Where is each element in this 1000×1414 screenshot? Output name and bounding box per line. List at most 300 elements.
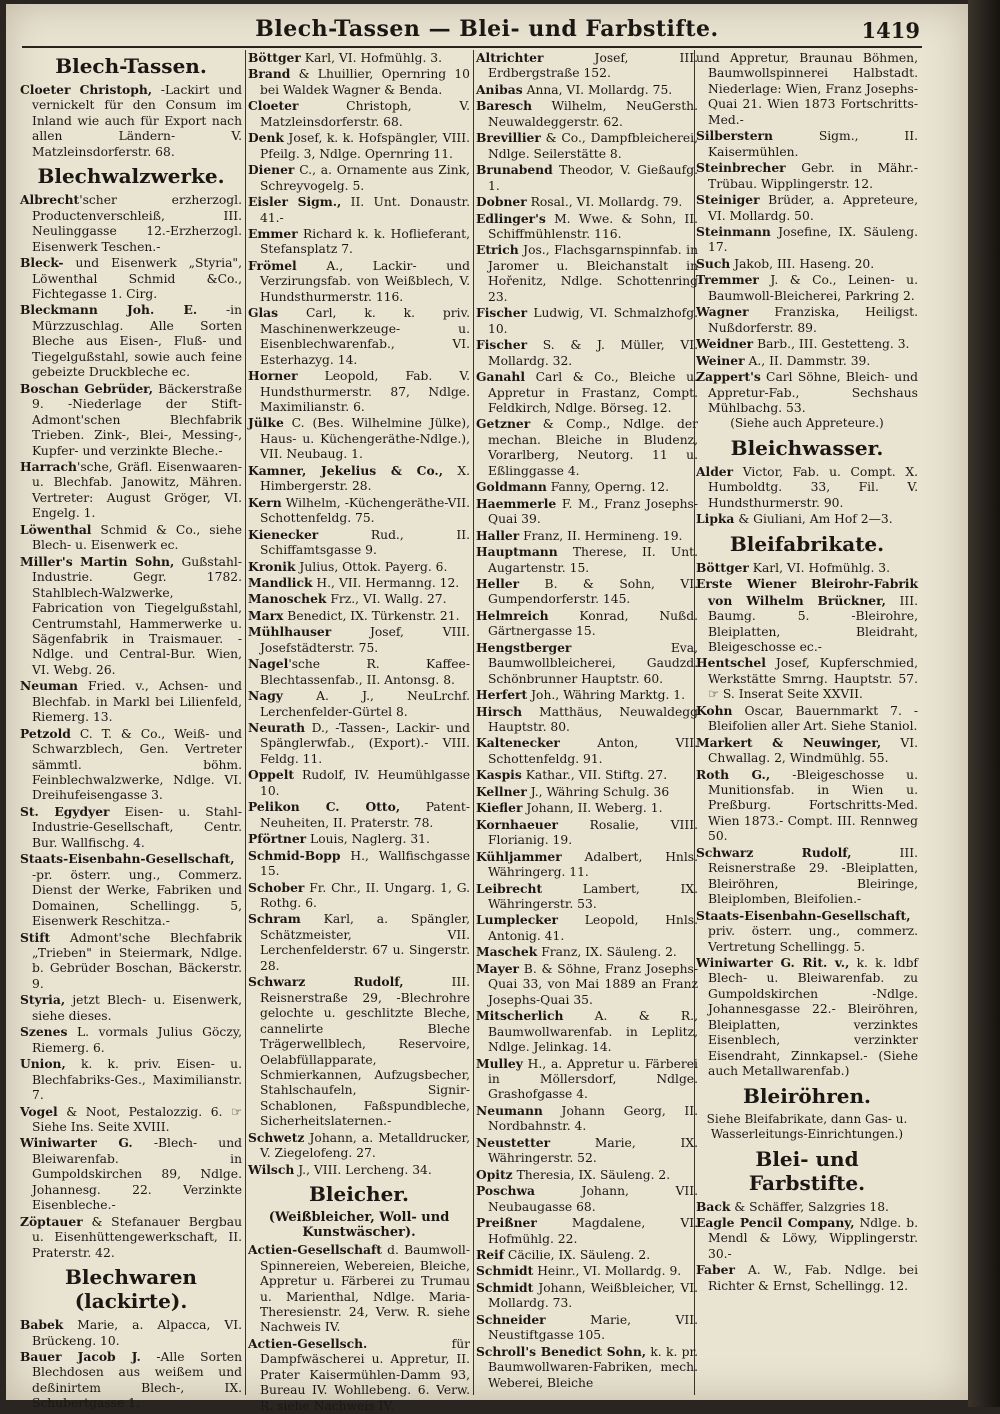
directory-entry bbox=[248, 50, 470, 66]
entry-details: -in Mürzzuschlag. Alle Sorten Bleche aus Eisen-, Fluß- und Tiegelgußstahl, sowie auch feine gebeizte Druckbleche ec. bbox=[32, 303, 242, 380]
section-heading: Blechwalzwerke. bbox=[37, 164, 225, 189]
directory-entry bbox=[20, 1214, 242, 1261]
entry-name: Staats-Eisenbahn-Gesellschaft, bbox=[696, 907, 911, 923]
directory-entry bbox=[476, 1263, 698, 1279]
directory-entry bbox=[20, 804, 242, 851]
entry-name: Wagner bbox=[696, 304, 749, 320]
directory-entry bbox=[476, 496, 698, 528]
directory-entry bbox=[20, 1104, 242, 1136]
entry-name: Kellner bbox=[476, 783, 527, 799]
entry-name: Schmidt bbox=[476, 1279, 534, 1295]
entry-details: D., -Tassen-, Lackir- und Spänglerwfab., (Export).- VIII. Feldg. 11. bbox=[260, 721, 470, 766]
directory-entry bbox=[696, 955, 918, 1080]
entry-name: Miller's Martin Sohn, bbox=[20, 553, 175, 569]
entry-details: priv. österr. ung., commerz. Vertretung Schellingg. 5. bbox=[708, 924, 918, 954]
entry-name: Schwarz Rudolf, bbox=[248, 974, 404, 990]
directory-entry bbox=[248, 656, 470, 688]
entry-details: Lambert, IX. Währingerstr. 53. bbox=[488, 881, 698, 912]
entry-details: C. (Bes. Wilhelmine Jülke), Haus- u. Küchengeräthe-Ndlge.), VII. Neubaug. 1. bbox=[260, 416, 470, 462]
entry-details: Josefine, IX. Säuleng. 17. bbox=[708, 224, 918, 255]
entry-details: Josef, Kupferschmied, Werkstätte Smrng. Hauptstr. 57. ☞ S. Inserat Seite XXVII. bbox=[708, 656, 918, 702]
column-divider bbox=[245, 50, 246, 1395]
directory-entry bbox=[20, 992, 242, 1024]
entry-details: und Eisenwerk „Styria", Löwenthal Schmid &Co., Fichtegasse 1. Cirg. bbox=[32, 256, 242, 301]
directory-entry bbox=[248, 1130, 470, 1162]
directory-entry bbox=[248, 130, 470, 162]
entry-details: Schmid & Co., siehe Blech- u. Eisenwerk ec. bbox=[32, 522, 242, 553]
directory-entry bbox=[476, 162, 698, 194]
entry-name: Winiwarter G. Rit. v., bbox=[696, 955, 850, 971]
directory-entry bbox=[476, 337, 698, 369]
entry-name: Bleckmann Joh. E. bbox=[20, 302, 198, 318]
directory-entry bbox=[476, 608, 698, 640]
entry-name: Reif bbox=[476, 1246, 505, 1262]
entry-details: Sigm., II. Kaisermühlen. bbox=[708, 129, 918, 159]
entry-name: Mandlick bbox=[248, 574, 313, 590]
entry-details: Christoph, V. Matzleinsdorferstr. 68. bbox=[260, 99, 470, 129]
directory-entry bbox=[476, 305, 698, 337]
directory-entry bbox=[476, 528, 698, 544]
entry-details: -Blech- und Bleiwarenfab. in Gumpoldskirchen 89, Ndlge. Johannesg. 22. Verzinkte Eisenbleche.- bbox=[32, 1136, 242, 1213]
entry-name: Eisler Sigm., bbox=[248, 194, 342, 210]
entry-name: Cloeter Christoph, bbox=[20, 82, 153, 97]
entry-name: Haemmerle bbox=[476, 495, 557, 511]
entry-details: -pr. österr. ung., Commerz. Dienst der Werke, Fabriken und Domainen, Schellingg. 5, Eisenwerk Reschitza.- bbox=[32, 867, 242, 929]
directory-entry bbox=[696, 655, 918, 702]
directory-entry bbox=[248, 194, 470, 226]
directory-entry bbox=[248, 575, 470, 591]
entry-name: Emmer bbox=[248, 225, 298, 241]
entry-name: Schwetz bbox=[248, 1129, 305, 1145]
entry-details: Franz, IX. Säuleng. 2. bbox=[537, 945, 677, 960]
entry-details: Franz, II. Hermineng. 19. bbox=[519, 528, 683, 543]
entry-name: Neumann bbox=[476, 1102, 543, 1118]
directory-entry bbox=[248, 848, 470, 880]
directory-entry bbox=[476, 944, 698, 960]
directory-entry bbox=[476, 98, 698, 130]
entry-name: St. Egydyer bbox=[20, 803, 110, 819]
entry-name: Zöptauer bbox=[20, 1213, 83, 1229]
entry-details: C. T. & Co., Weiß- und Schwarzblech, Gen. Vertreter sämmtl. böhm. Feinblechwalzwerke, Ndlge. VI. Dreihufeisengasse 3. bbox=[32, 726, 242, 803]
entry-name: Mitscherlich bbox=[476, 1008, 564, 1024]
directory-entry bbox=[476, 479, 698, 495]
directory-entry bbox=[248, 720, 470, 767]
entry-details: Theodor, V. Gießaufg. 1. bbox=[488, 163, 698, 193]
directory-entry bbox=[696, 767, 918, 845]
book-edge-shadow bbox=[968, 0, 1000, 1407]
entry-details: F. M., Franz Josephs-Quai 39. bbox=[488, 496, 698, 527]
entry-name: Szenes bbox=[20, 1024, 68, 1040]
entry-details: Josef, k. k. Hofspängler, VIII. Pfeilg. 3, Ndlge. Opernring 11. bbox=[260, 131, 470, 161]
entry-name: Alder bbox=[696, 463, 734, 479]
entry-details: A. & R., Baumwollwarenfab. in Leplitz, Ndlge. Jelinkag. 14. bbox=[488, 1009, 698, 1055]
directory-entry bbox=[20, 302, 242, 380]
directory-entry bbox=[476, 1247, 698, 1263]
entry-name: Albrecht bbox=[20, 192, 80, 208]
directory-entry bbox=[476, 544, 698, 576]
directory-entry bbox=[696, 304, 918, 336]
entry-details: Benedict, IX. Türkenstr. 21. bbox=[283, 608, 460, 623]
entry-name: Kern bbox=[248, 494, 282, 510]
entry-name: Helmreich bbox=[476, 607, 549, 623]
entry-details: Ludwig, VI. Schmalzhofg. 10. bbox=[488, 306, 698, 336]
section-heading: Bleiröhren. bbox=[742, 1083, 871, 1108]
running-title: Blech-Tassen — Blei- und Farbstifte. bbox=[255, 16, 719, 42]
directory-entry bbox=[248, 767, 470, 799]
header-rule bbox=[22, 46, 922, 48]
entry-details: Johann, VII. Neubaugasse 68. bbox=[488, 1184, 698, 1214]
entry-name: Haller bbox=[476, 527, 520, 543]
entry-details: Frz., VI. Wallg. 27. bbox=[326, 592, 447, 607]
entry-details: & Co., Dampfbleicherei, Ndlge. Seilerstätte 8. bbox=[488, 131, 698, 161]
entry-name: Babek bbox=[20, 1317, 64, 1333]
entry-name: Opitz bbox=[476, 1166, 513, 1182]
directory-entry bbox=[476, 1215, 698, 1247]
section-heading: Blechwaren (lackirte). bbox=[65, 1265, 197, 1314]
entry-name: Anibas bbox=[476, 81, 523, 97]
directory-entry bbox=[696, 560, 918, 576]
entry-details: -Bleigeschosse u. Munitionsfab. in Wien u. Preßburg. Fortschritts-Med. Wien 1873.- Compt. III. Rennweg 50. bbox=[708, 767, 918, 844]
directory-entry bbox=[248, 880, 470, 912]
directory-entry bbox=[20, 192, 242, 255]
entry-details: & Stefanauer Bergbau u. Eisenhüttengewerkschaft, II. Praterstr. 42. bbox=[32, 1214, 242, 1260]
entry-name: Schwarz Rudolf, bbox=[696, 844, 852, 860]
entry-name: Faber bbox=[696, 1262, 735, 1278]
entry-details: Rosalie, VIII. Florianig. 19. bbox=[488, 817, 698, 848]
entry-name: Nagy bbox=[248, 688, 283, 704]
directory-entry bbox=[476, 849, 698, 881]
entry-details: J., VIII. Lercheng. 34. bbox=[294, 1162, 432, 1177]
entry-name: Goldmann bbox=[476, 479, 547, 495]
directory-entry bbox=[248, 799, 470, 831]
entry-name: Silberstern bbox=[696, 128, 773, 144]
entry-name: Mulley bbox=[476, 1055, 523, 1071]
entry-name: Frömel bbox=[248, 257, 297, 273]
cross-reference-note: (Siehe auch Appreteure.) bbox=[730, 416, 884, 431]
entry-name: Dobner bbox=[476, 194, 527, 210]
directory-entry bbox=[476, 817, 698, 849]
entry-name: Markert & Neuwinger, bbox=[696, 734, 882, 750]
entry-name: Leibrecht bbox=[476, 880, 543, 896]
entry-details: Victor, Fab. u. Compt. X. Humboldtg. 33, Fil. V. Hundsthurmerstr. 90. bbox=[708, 464, 918, 510]
directory-entry bbox=[20, 930, 242, 993]
directory-entry bbox=[696, 1215, 918, 1262]
entry-details: J., Währing Schulg. 36 bbox=[526, 784, 670, 799]
entry-name: Stift bbox=[20, 929, 51, 945]
directory-entry bbox=[476, 704, 698, 736]
entry-details: A., II. Dammstr. 39. bbox=[744, 353, 871, 368]
entry-name: Mühlhauser bbox=[248, 624, 332, 640]
directory-entry bbox=[248, 1242, 470, 1336]
entry-details: Josef, VIII. Josefstädterstr. 75. bbox=[260, 625, 470, 655]
directory-entry bbox=[696, 1199, 918, 1215]
directory-page bbox=[6, 4, 968, 1413]
entry-details: A. J., NeuLrchf. Lerchenfelder-Gürtel 8. bbox=[260, 689, 470, 719]
directory-entry bbox=[248, 688, 470, 720]
entry-details: Marie, IX. Währingerstr. 52. bbox=[488, 1135, 698, 1166]
directory-entry bbox=[20, 678, 242, 725]
directory-entry bbox=[20, 1317, 242, 1349]
entry-details: Rud., II. Schiffamtsgasse 9. bbox=[260, 527, 470, 558]
entry-name: Kienecker bbox=[248, 526, 319, 542]
entry-details: J. & Co., Leinen- u. Baumwoll-Bleicherei, Parkring 2. bbox=[708, 273, 918, 303]
entry-name: Steiniger bbox=[696, 192, 760, 208]
directory-entry bbox=[476, 1312, 698, 1344]
entry-name: Brevillier bbox=[476, 130, 541, 146]
entry-name: Pelikon C. Otto, bbox=[248, 799, 401, 815]
entry-details: Anna, VI. Mollardg. 75. bbox=[522, 82, 673, 97]
entry-name: Edlinger's bbox=[476, 210, 546, 226]
directory-entry bbox=[476, 1135, 698, 1167]
directory-entry bbox=[696, 353, 918, 369]
entry-name: Hauptmann bbox=[476, 544, 558, 560]
entry-details: Leopold, Hnls. Antonig. 41. bbox=[488, 913, 698, 943]
entry-name: Kornhaeuer bbox=[476, 816, 559, 832]
column-4 bbox=[696, 50, 918, 1390]
entry-name: Horner bbox=[248, 368, 298, 384]
entry-details: Konrad, Nußd. Gärtnergasse 15. bbox=[488, 608, 698, 639]
entry-name: Schram bbox=[248, 911, 301, 927]
entry-details: Josef, III. Erdbergstraße 152. bbox=[488, 51, 698, 81]
entry-name: Pförtner bbox=[248, 831, 307, 847]
entry-name: Ganahl bbox=[476, 369, 525, 385]
entry-name: Etrich bbox=[476, 242, 519, 258]
entry-details: k. k. priv. Eisen- u. Blechfabriks-Ges., Maximilianstr. 7. bbox=[32, 1057, 242, 1103]
entry-details: II. Unt. Donaustr. 41.- bbox=[260, 195, 470, 225]
entry-name: Schmidt bbox=[476, 1263, 534, 1279]
entry-name: Bleck- bbox=[20, 255, 64, 271]
entry-details: Julius, Ottok. Payerg. 6. bbox=[295, 559, 448, 574]
entry-name: Schroll's Benedict Sohn, bbox=[476, 1343, 647, 1359]
directory-entry bbox=[476, 369, 698, 416]
directory-entry bbox=[696, 703, 918, 735]
directory-entry bbox=[696, 224, 918, 256]
entry-details: Admont'sche Blechfabrik „Trieben" in Steiermark, Ndlge. b. Gebrüder Boschan, Bäckerstr. 9. bbox=[32, 930, 242, 991]
entry-name: Glas bbox=[248, 305, 279, 321]
entry-name: Staats-Eisenbahn-Gesellschaft, bbox=[20, 851, 235, 867]
directory-entry bbox=[696, 336, 918, 352]
entry-details: Marie, VII. Neustiftgasse 105. bbox=[488, 1312, 698, 1343]
entry-details: & Noot, Pestalozzig. 6. ☞ Siehe Ins. Seite XVIII. bbox=[32, 1104, 242, 1134]
entry-name: Union, bbox=[20, 1056, 66, 1072]
entry-name: Hentschel bbox=[696, 655, 766, 671]
entry-details: H., a. Appretur u. Färberei in Möllersdorf, Ndlge. Grashofgasse 4. bbox=[488, 1056, 698, 1102]
entry-name: Fischer bbox=[476, 305, 528, 321]
directory-entry bbox=[248, 624, 470, 656]
directory-entry bbox=[248, 162, 470, 194]
entry-details: Karl, a. Spängler, Schätzmeister, VII. Lerchenfelderstr. 67 u. Singerstr. 28. bbox=[260, 912, 470, 973]
entry-details: jetzt Blech- u. Eisenwerk, siehe dieses. bbox=[32, 993, 242, 1023]
entry-name: Weidner bbox=[696, 336, 754, 352]
entry-name: Preißner bbox=[476, 1215, 537, 1231]
entry-name: Hirsch bbox=[476, 703, 523, 719]
entry-name: Manoschek bbox=[248, 591, 327, 607]
directory-entry bbox=[476, 82, 698, 98]
entry-name: Kamner, Jekelius & Co., bbox=[248, 462, 443, 478]
entry-details: Matthäus, Neuwaldegg Hauptstr. 80. bbox=[488, 704, 698, 735]
entry-details: VI. Chwallag. 2, Windmühlg. 55. bbox=[708, 735, 918, 766]
entry-details: und Appretur, Braunau Böhmen, Baumwollspinnerei Halbstadt. Niederlage: Wien, Franz Josephs-Quai 21. Wien 1873 Fortschritts-Med.- bbox=[696, 51, 918, 127]
section-subheading: (Weißbleicher, Woll- und Kunstwäscher). bbox=[268, 1210, 450, 1241]
entry-details: Carl Söhne, Bleich- und Appretur-Fab., Sechshaus Mühlbachg. 53. bbox=[708, 370, 918, 415]
entry-details: Leopold, Fab. V. Hundsthurmerstr. 87, Ndlge. Maximilianstr. 6. bbox=[260, 369, 470, 414]
directory-entry bbox=[20, 554, 242, 679]
directory-entry bbox=[248, 608, 470, 624]
directory-entry bbox=[20, 1135, 242, 1213]
entry-details: Jakob, III. Haseng. 20. bbox=[730, 256, 875, 271]
entry-name: Roth G., bbox=[696, 766, 771, 782]
entry-name: Actien-Gesellschaft bbox=[248, 1242, 382, 1258]
entry-name: Tremmer bbox=[696, 272, 759, 288]
entry-details: Karl, VI. Hofmühlg. 3. bbox=[748, 560, 891, 575]
entry-name: Zappert's bbox=[696, 369, 761, 385]
entry-name: Oppelt bbox=[248, 767, 295, 783]
section-heading: Bleicher. bbox=[309, 1182, 409, 1207]
directory-entry bbox=[696, 50, 918, 128]
entry-name: Erste Wiener Bleirohr-Fabrik von Wilhelm Brückner, bbox=[696, 576, 918, 608]
entry-details: Fr. Chr., II. Ungarg. 1, G. Rothg. 6. bbox=[260, 880, 470, 911]
entry-details: 'scher erzherzogl. Productenverschleiß, III. Neulinggasse 12.-Erzherzogl. Eisenwerk Teschen.- bbox=[32, 193, 242, 254]
entry-details: Johann, Weißbleicher, VI. Mollardg. 73. bbox=[488, 1280, 698, 1311]
directory-entry bbox=[476, 800, 698, 816]
directory-entry bbox=[696, 1262, 918, 1294]
entry-details: Joh., Währing Marktg. 1. bbox=[527, 688, 686, 703]
entry-details: Adalbert, Hnls. Währingerg. 11. bbox=[488, 849, 698, 880]
entry-name: Jülke bbox=[248, 415, 284, 431]
directory-entry bbox=[248, 226, 470, 258]
entry-details: & Comp., Ndlge. der mechan. Bleiche in Bludenz, Vorarlberg, Neutorg. 11 u. Eßlinggasse 4. bbox=[488, 417, 698, 478]
directory-entry bbox=[476, 687, 698, 703]
entry-name: Neustetter bbox=[476, 1134, 551, 1150]
entry-name: Kiefler bbox=[476, 800, 523, 816]
directory-entry bbox=[476, 881, 698, 913]
entry-name: Altrichter bbox=[476, 50, 544, 65]
directory-entry bbox=[476, 1280, 698, 1312]
cross-reference-note: Siehe Bleifabrikate, dann Gas- u. Wasserleitungs-Einrichtungen.) bbox=[706, 1111, 908, 1142]
directory-entry bbox=[476, 1056, 698, 1103]
directory-entry bbox=[248, 463, 470, 495]
directory-entry bbox=[248, 527, 470, 559]
entry-name: Lipka bbox=[696, 511, 735, 527]
entry-name: Nagel bbox=[248, 656, 289, 672]
entry-details: S. & J. Müller, VI. Mollardg. 32. bbox=[488, 338, 698, 368]
entry-details: Johann, a. Metalldrucker, V. Ziegelofeng. 27. bbox=[260, 1130, 470, 1161]
column-divider bbox=[473, 50, 474, 1395]
entry-name: Kohn bbox=[696, 702, 733, 718]
entry-details: für Dampfwäscherei u. Appretur, II. Prater Kaisermühlen-Damm 93, Bureau IV. Wohllebeng. 6. Verw. R. siehe Nachweis IV. bbox=[260, 1336, 470, 1413]
directory-entry bbox=[476, 211, 698, 243]
directory-entry bbox=[476, 242, 698, 305]
entry-name: Weiner bbox=[696, 352, 745, 368]
entry-details: Fanny, Operng. 12. bbox=[546, 480, 670, 495]
directory-entry bbox=[476, 1103, 698, 1135]
entry-details: Gebr. in Mähr.-Trübau. Wipplingerstr. 12. bbox=[708, 161, 918, 191]
entry-name: Brunabend bbox=[476, 162, 553, 178]
entry-name: Petzold bbox=[20, 725, 71, 741]
entry-details: Kathar., VII. Stiftg. 27. bbox=[521, 768, 668, 783]
directory-entry bbox=[696, 128, 918, 160]
directory-entry bbox=[696, 845, 918, 908]
directory-entry bbox=[248, 66, 470, 98]
entry-details: Wilhelm, NeuGersth. Neuwaldeggerstr. 62. bbox=[488, 99, 698, 129]
entry-details: Carl, k. k. priv. Maschinenwerkzeuge- u. Eisenblechwarenfab., VI. Esterhazyg. 14. bbox=[260, 306, 470, 367]
directory-entry bbox=[248, 1162, 470, 1178]
directory-entry bbox=[476, 1183, 698, 1215]
column-1 bbox=[20, 50, 243, 1411]
entry-details: Marie, a. Alpacca, VI. Brückeng. 10. bbox=[32, 1318, 242, 1348]
directory-entry bbox=[476, 640, 698, 687]
directory-entry bbox=[476, 50, 698, 82]
directory-entry bbox=[476, 1008, 698, 1055]
entry-name: Marx bbox=[248, 607, 284, 623]
entry-details: -Alle Sorten Blechdosen aus weißem und deßinirtem Blech-, IX. Schubertgasse 1. bbox=[32, 1349, 243, 1411]
entry-name: Löwenthal bbox=[20, 521, 92, 537]
directory-entry bbox=[476, 194, 698, 210]
entry-details: III. Reisnerstraße 29. -Bleiplatten, Bleiröhren, Bleiringe, Bleiplomben, Bleifolien.- bbox=[708, 845, 918, 907]
entry-details: Jos., Flachsgarnspinnfab. in Jaromer u. Bleichanstalt in Hořenitz, Ndlge. Schottenring 23. bbox=[488, 243, 698, 304]
entry-details: Rosal., VI. Mollardg. 79. bbox=[526, 195, 683, 210]
directory-entry bbox=[476, 416, 698, 479]
directory-entry bbox=[696, 464, 918, 511]
entry-details: Carl & Co., Bleiche u. Appretur in Frastanz, Compt. Feldkirch, Ndlge. Börseg. 12. bbox=[488, 370, 698, 415]
entry-details: k. k. pr. Baumwollwaren-Fabriken, mech. Weberei, Bleiche bbox=[488, 1344, 698, 1390]
entry-details: & Lhuillier, Opernring 10 bei Waldek Wagner & Benda. bbox=[260, 67, 470, 97]
entry-name: Wilsch bbox=[248, 1161, 295, 1177]
entry-details: Barb., III. Gestetteng. 3. bbox=[753, 337, 910, 352]
entry-details: Gußstahl-Industrie. Gegr. 1782. Stahlblech-Walzwerke, Fabrication von Tiegelgußstahl, Centrumstahl, Hammerwerke u. Sägenfabrik in Traismauer. -Ndlge. und Central-Bur. Wien, VI. Webg. 26. bbox=[32, 554, 242, 677]
directory-entry bbox=[248, 258, 470, 305]
entry-details: H., Wallfischgasse 15. bbox=[260, 848, 470, 879]
directory-entry bbox=[696, 192, 918, 224]
directory-entry bbox=[248, 305, 470, 368]
entry-details: Rudolf, IV. Heumühlgasse 10. bbox=[260, 768, 470, 798]
entry-name: Herfert bbox=[476, 687, 528, 703]
entry-name: Heller bbox=[476, 575, 520, 591]
directory-entry bbox=[248, 911, 470, 974]
entry-details: Bäckerstraße 9. -Niederlage der Stift-Admont'schen Blechfabrik Trieben. Zink-, Blei-, Messing-, Kupfer- und verzinkte Bleche.- bbox=[32, 381, 242, 458]
entry-name: Schneider bbox=[476, 1311, 546, 1327]
entry-name: Mayer bbox=[476, 960, 520, 976]
directory-entry bbox=[696, 576, 918, 655]
entry-details: III. Reisnerstraße 29, -Blechrohre gelochte u. geschlitzte Bleche, cannelirte Bleche Trägerwellblech, Reservoire, Oelabfüllapparate, Schmierkannen, Aufzugsbecher, Stahlschaufeln, Signir-Schablonen, Faßspundbleche, Sicherheitslaternen.- bbox=[260, 975, 470, 1129]
directory-entry bbox=[248, 415, 470, 462]
entry-name: Hengstberger bbox=[476, 639, 572, 655]
section-heading: Bleifabrikate. bbox=[729, 531, 885, 556]
entry-details: Karl, VI. Hofmühlg. 3. bbox=[300, 51, 443, 65]
entry-details: d. Baumwoll-Spinnereien, Webereien, Bleiche, Appretur u. Färberei zu Trumau u. Marienthal, Ndlge. Maria-Theresienstr. 24, Verw. R. siehe Nachweis IV. bbox=[260, 1243, 470, 1335]
directory-entry bbox=[248, 559, 470, 575]
directory-entry bbox=[20, 522, 242, 554]
entry-details: Magdalene, VI. Hofmühlg. 22. bbox=[488, 1216, 698, 1246]
entry-name: Brand bbox=[248, 66, 291, 82]
directory-entry bbox=[476, 130, 698, 162]
entry-name: Steinmann bbox=[696, 223, 771, 239]
entry-details: H., VII. Hermanng. 12. bbox=[312, 575, 460, 590]
entry-name: Styria, bbox=[20, 992, 66, 1008]
directory-entry bbox=[696, 369, 918, 416]
entry-details: -Lackirt und vernickelt für den Consum im Inland wie auch für Export nach allen Ländern- V. Matzleinsdorferstr. 68. bbox=[32, 83, 242, 159]
directory-entry bbox=[20, 255, 242, 302]
entry-details: B. & Söhne, Franz Josephs-Quai 33, von Mai 1889 an Franz Josephs-Quai 35. bbox=[488, 961, 698, 1007]
entry-name: Neuman bbox=[20, 678, 78, 694]
directory-entry bbox=[476, 1344, 698, 1391]
entry-name: Kaltenecker bbox=[476, 735, 560, 751]
entry-details: 'sche R. Kaffee-Blechtassenfab., II. Antonsg. 8. bbox=[260, 657, 470, 687]
entry-details: L. vormals Julius Göczy, Riemerg. 6. bbox=[32, 1025, 242, 1055]
entry-details: 'sche, Gräfl. Eisenwaaren- u. Blechfab. Janowitz, Mähren. Vertreter: August Gröger, VI. Engelg. 1. bbox=[32, 459, 242, 521]
entry-name: Kronik bbox=[248, 558, 296, 574]
directory-entry bbox=[20, 1349, 242, 1412]
